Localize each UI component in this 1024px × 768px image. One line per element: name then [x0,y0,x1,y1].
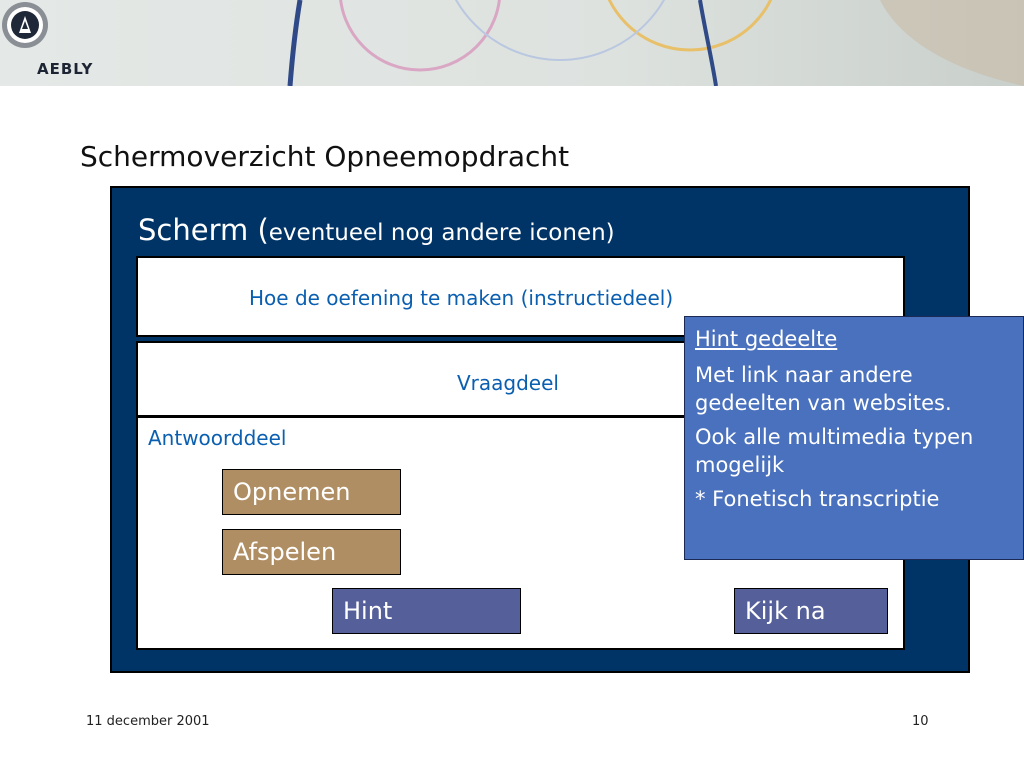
check-button[interactable]: Kijk na [734,588,888,634]
hint-panel-line: Ook alle multimedia typen mogelijk [695,425,974,477]
slide-title: Schermoverzicht Opneemopdracht [80,140,570,173]
header-banner [0,0,1024,86]
play-button[interactable]: Afspelen [222,529,401,575]
hint-panel-heading[interactable]: Hint gedeelte [695,327,838,351]
hint-panel-line: * Fonetisch transcriptie [695,487,940,511]
question-text: Vraagdeel [457,371,559,395]
footer-date: 11 december 2001 [86,714,210,729]
page-number: 10 [912,714,929,729]
screen-label-main: Scherm ( [138,213,269,247]
screen-label [138,213,615,247]
logo-text: AEBLY [37,60,94,78]
logo-icon [0,0,50,50]
hint-panel [684,316,1024,560]
hint-panel-line: Met link naar andere gedeelten van websites. [695,363,952,415]
banner-decoration [0,0,1024,86]
hint-button[interactable]: Hint [332,588,521,634]
screen-label-sub: eventueel nog andere iconen) [268,220,615,246]
record-button[interactable]: Opnemen [222,469,401,515]
instruction-text: Hoe de oefening te maken (instructiedeel) [249,286,674,310]
answer-text: Antwoorddeel [148,426,287,450]
